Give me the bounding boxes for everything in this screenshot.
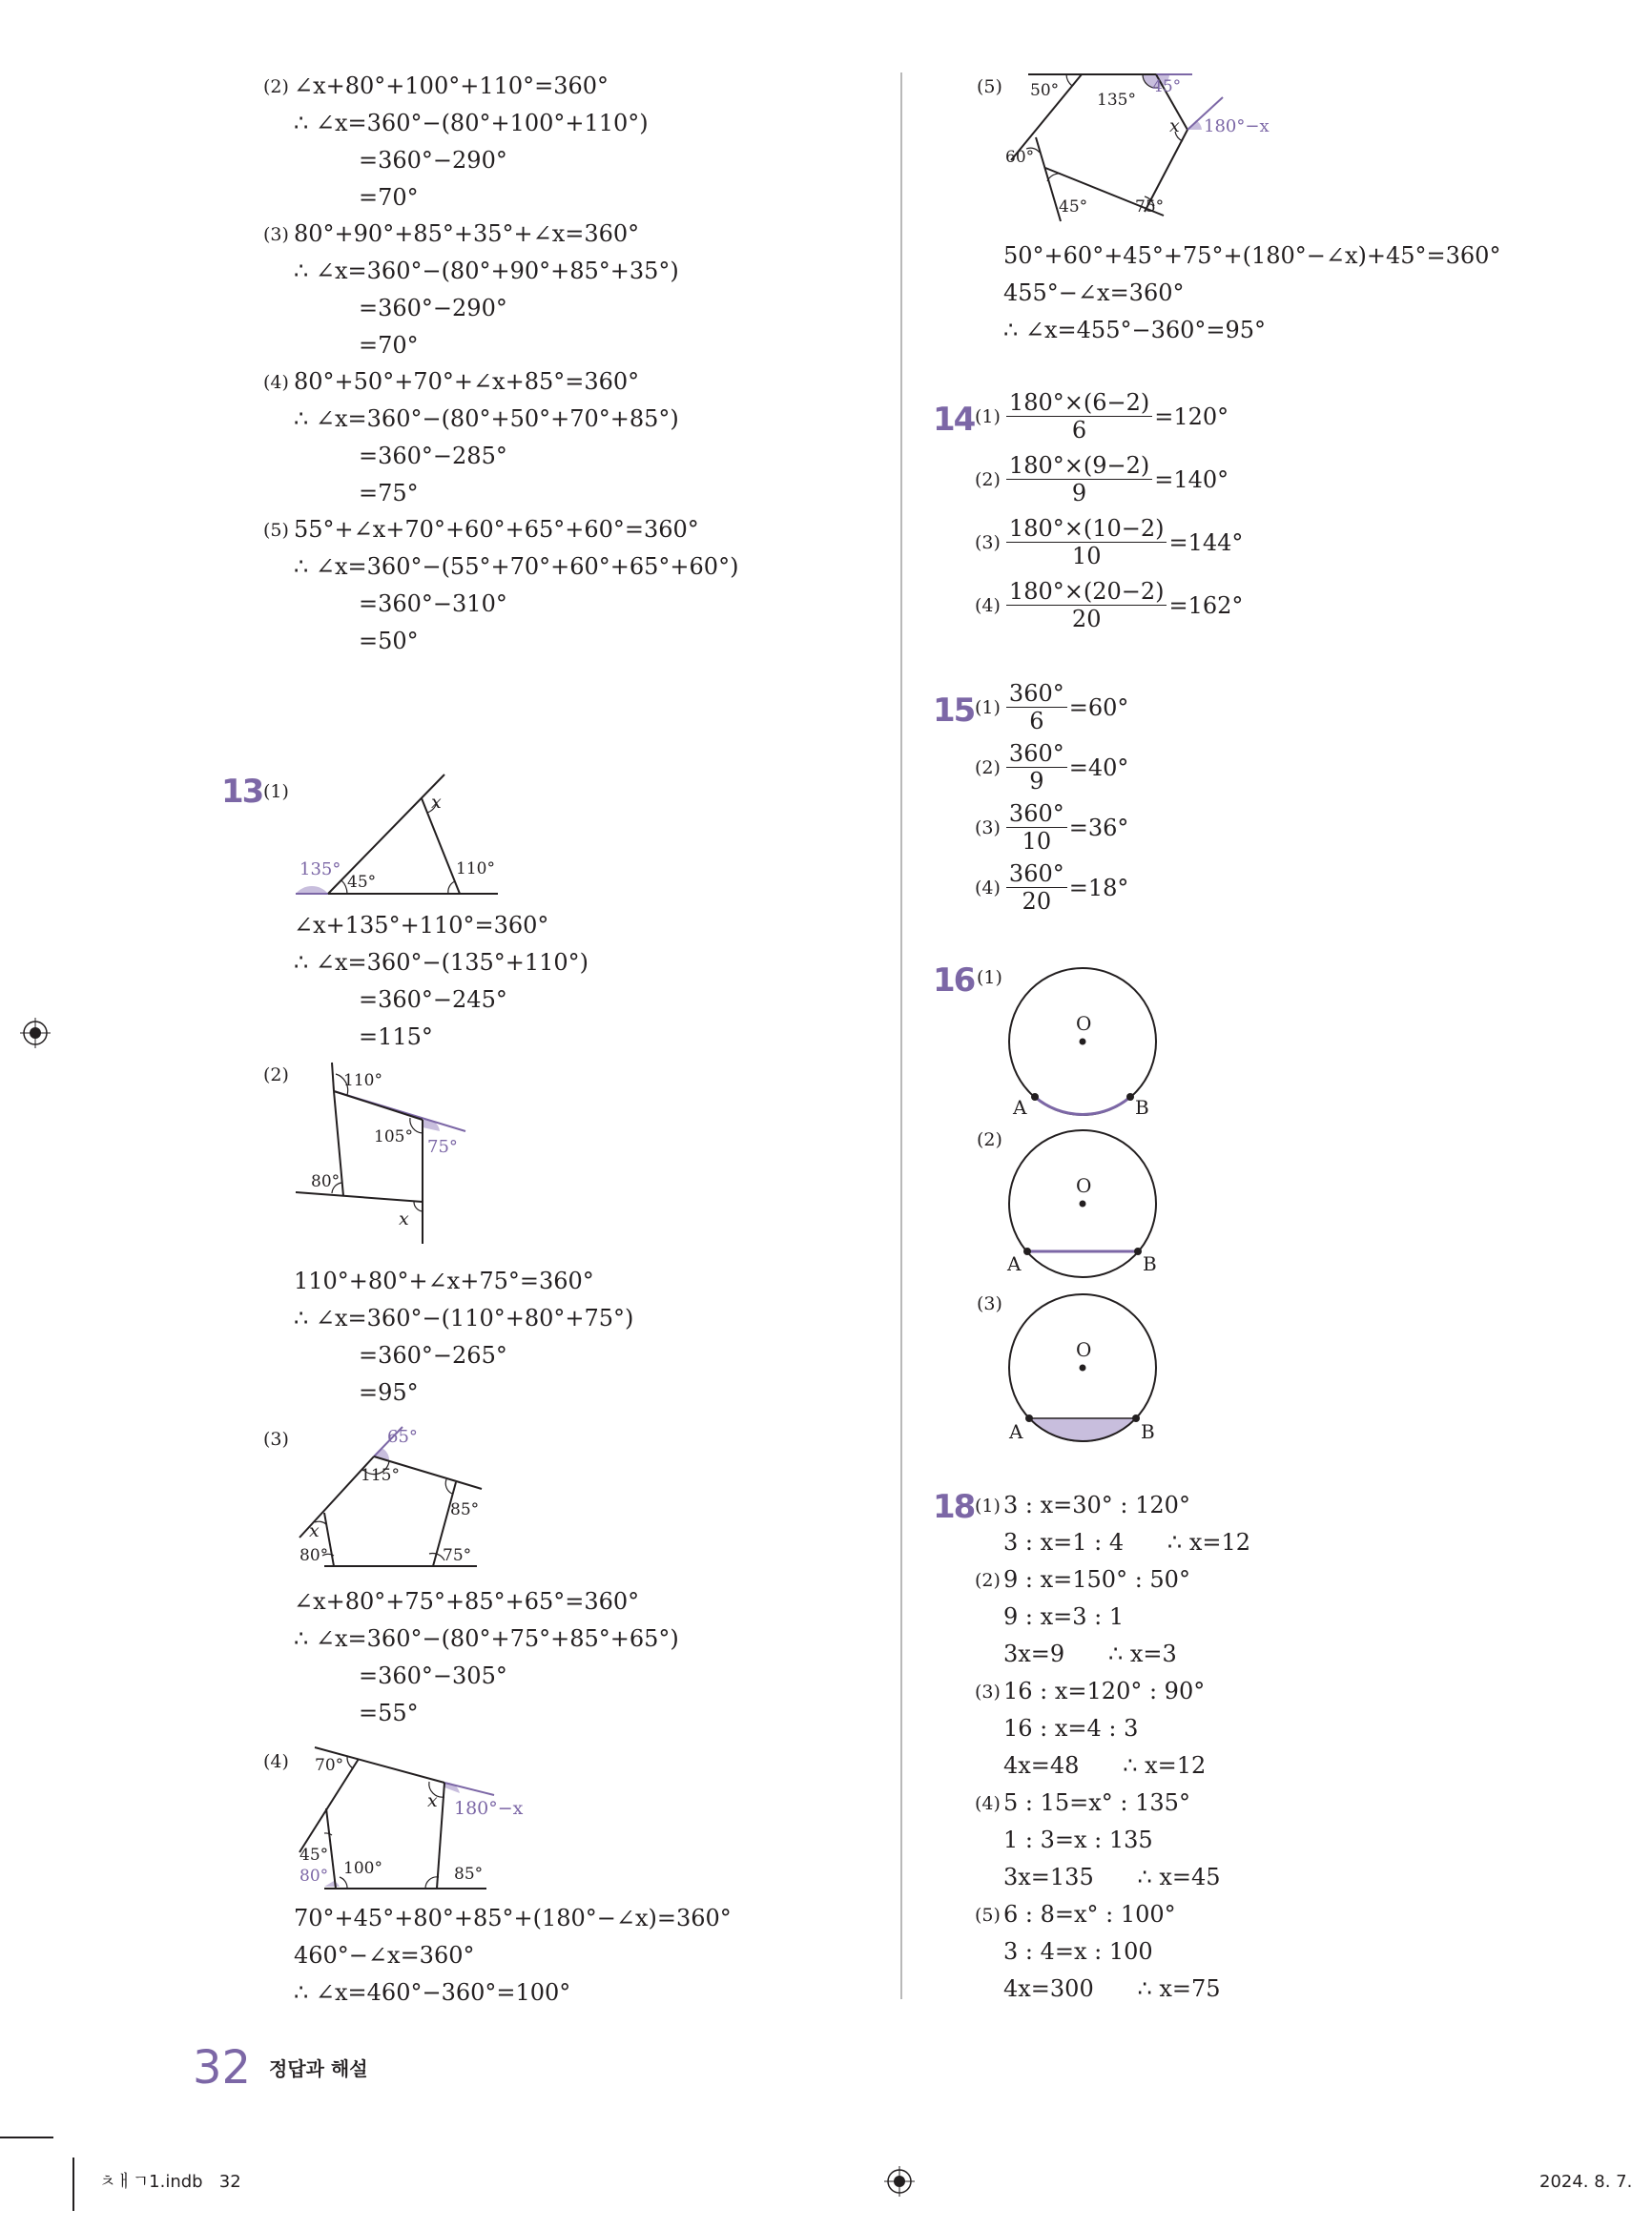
fraction-denominator: 20	[1071, 606, 1102, 632]
angle-label: 45°	[1059, 197, 1088, 217]
angle-label: x	[1169, 115, 1180, 136]
equation-line: ∠x+80°+75°+85°+65°=360°	[294, 1588, 640, 1615]
q14-item-2	[975, 452, 1229, 506]
angle-label: 45°	[347, 873, 377, 892]
fraction-numerator: 360°	[1006, 860, 1067, 888]
part-label: (5)	[975, 1905, 1001, 1926]
equation-line: =360°−290°	[359, 147, 507, 174]
equation-line: =360°−285°	[359, 443, 507, 469]
equation-line: 9 : x=150° : 50°	[1003, 1566, 1190, 1593]
equation-line: ∴ ∠x=460°−360°=100°	[294, 1979, 571, 2006]
part-label: (1)	[977, 967, 1002, 988]
fraction-numerator: 360°	[1006, 680, 1067, 708]
point-label: A	[1013, 1096, 1027, 1118]
equation-line: 70°+45°+80°+85°+(180°−∠x)=360°	[294, 1905, 732, 1931]
angle-label: 100°	[343, 1859, 382, 1878]
q15-item-2	[975, 740, 1128, 795]
angle-label: 180°−x	[1204, 116, 1270, 136]
equation-line: 16 : x=120° : 90°	[1003, 1678, 1206, 1704]
angle-label: 75°	[443, 1546, 472, 1565]
angle-label: 80°	[299, 1867, 329, 1886]
part-label: (3)	[975, 1682, 1001, 1703]
equation-line: 455°−∠x=360°	[1003, 279, 1185, 306]
fraction-result: =162°	[1168, 591, 1244, 619]
equation-line: ∴ ∠x=455°−360°=95°	[1003, 317, 1267, 343]
equation-line: =50°	[359, 628, 419, 654]
equation-line: 9 : x=3 : 1	[1003, 1603, 1125, 1630]
part-label: (2)	[975, 1570, 1001, 1591]
question-number-18: 18	[933, 1488, 975, 1526]
q14-item-4	[975, 578, 1243, 632]
equation-line: ∠x+135°+110°=360°	[294, 912, 549, 939]
equation-line: 3 : x=1 : 4 ∴ x=12	[1003, 1529, 1250, 1556]
angle-label: x	[309, 1520, 320, 1541]
equation-line: 3x=9 ∴ x=3	[1003, 1641, 1177, 1667]
q16-p1-circle-arc-figure	[992, 956, 1183, 1118]
angle-label: 110°	[343, 1071, 382, 1090]
angle-label: 80°	[311, 1172, 341, 1191]
equation-line: 3 : x=30° : 120°	[1003, 1492, 1190, 1518]
fraction-numerator: 360°	[1006, 740, 1067, 768]
equation-line: 4x=48 ∴ x=12	[1003, 1752, 1207, 1779]
equation-line: ∴ ∠x=360°−(110°+80°+75°)	[294, 1305, 634, 1332]
q13-p3-pentagon-figure	[286, 1417, 506, 1580]
equation-line: 80°+90°+85°+35°+∠x=360°	[294, 220, 640, 247]
fraction-numerator: 180°×(10−2)	[1006, 515, 1167, 543]
q14-item-1	[975, 389, 1229, 444]
center-label: O	[1076, 1012, 1092, 1035]
question-number-14: 14	[933, 401, 975, 439]
equation-line: 5 : 15=x° : 135°	[1003, 1789, 1190, 1816]
equation-line: 1 : 3=x : 135	[1003, 1827, 1153, 1853]
fraction-result: =36°	[1068, 814, 1129, 841]
point-label: A	[1007, 1252, 1022, 1275]
registration-mark-icon	[19, 1017, 52, 1049]
angle-label: 115°	[361, 1466, 400, 1485]
q13-p4-pentagon-figure	[286, 1738, 553, 1900]
equation-line: =55°	[359, 1700, 419, 1726]
q13-p1-triangle-figure	[286, 763, 515, 906]
part-label: (3)	[975, 531, 1001, 553]
question-number-13: 13	[221, 773, 263, 811]
equation-line: =115°	[359, 1023, 433, 1050]
part-label: (2)	[263, 76, 289, 97]
equation-line: ∴ ∠x=360°−(135°+110°)	[294, 949, 589, 976]
equation-line: 3 : 4=x : 100	[1003, 1938, 1153, 1965]
equation-line: ∴ ∠x=360°−(80°+100°+110°)	[294, 110, 649, 136]
part-label: (4)	[975, 594, 1001, 616]
part-label: (1)	[263, 781, 289, 802]
equation-line: =70°	[359, 184, 419, 211]
equation-line: =360°−265°	[359, 1342, 507, 1369]
part-label: (3)	[977, 1293, 1002, 1314]
fraction-denominator: 20	[1022, 888, 1052, 915]
equation-line: 16 : x=4 : 3	[1003, 1715, 1139, 1742]
equation-line: 55°+∠x+70°+60°+65°+60°=360°	[294, 516, 699, 543]
fraction-numerator: 180°×(20−2)	[1006, 578, 1167, 606]
point-label: A	[1009, 1420, 1023, 1443]
q14-item-3	[975, 515, 1243, 569]
equation-line: =360°−245°	[359, 986, 507, 1013]
crop-mark	[0, 2137, 53, 2138]
fraction-denominator: 10	[1022, 828, 1052, 855]
q16-p2-circle-chord-figure	[992, 1118, 1183, 1280]
fraction-denominator: 9	[1029, 768, 1044, 795]
part-label: (4)	[975, 877, 1001, 898]
part-label: (5)	[263, 520, 289, 541]
q15-item-1	[975, 680, 1128, 734]
fraction-denominator: 9	[1071, 480, 1087, 506]
page-number: 32	[193, 2041, 252, 2095]
fraction-denominator: 10	[1071, 543, 1102, 569]
equation-line: =95°	[359, 1379, 419, 1406]
angle-label: 45°	[299, 1846, 329, 1865]
part-label: (2)	[975, 468, 1001, 490]
question-number-16: 16	[933, 961, 975, 1000]
equation-line: 460°−∠x=360°	[294, 1942, 475, 1969]
angle-label: 80°	[299, 1546, 329, 1565]
fraction-result: =60°	[1068, 693, 1129, 721]
part-label: (3)	[263, 224, 289, 245]
angle-label: 85°	[450, 1500, 480, 1519]
equation-line: ∴ ∠x=360°−(55°+70°+60°+65°+60°)	[294, 553, 739, 580]
angle-label: 180°−x	[454, 1798, 524, 1819]
fraction-result: =144°	[1168, 528, 1244, 556]
equation-line: ∠x+80°+100°+110°=360°	[294, 72, 609, 99]
fraction-result: =120°	[1154, 403, 1229, 430]
equation-line: 110°+80°+∠x+75°=360°	[294, 1268, 594, 1294]
q15-item-4	[975, 860, 1128, 915]
part-label: (2)	[977, 1129, 1002, 1150]
part-label: (2)	[263, 1064, 289, 1085]
part-label: (1)	[975, 405, 1001, 427]
part-label: (1)	[975, 696, 1001, 718]
angle-label: 60°	[1005, 148, 1035, 167]
part-label: (5)	[977, 76, 1002, 97]
equation-line: ∴ ∠x=360°−(80°+50°+70°+85°)	[294, 405, 679, 432]
point-label: B	[1143, 1252, 1157, 1275]
q13-p2-quadrilateral-figure	[286, 1053, 477, 1253]
q15-item-3	[975, 800, 1128, 855]
point-label: B	[1141, 1420, 1155, 1443]
part-label: (4)	[975, 1793, 1001, 1814]
angle-label: 110°	[456, 859, 495, 878]
part-label: (1)	[975, 1496, 1001, 1517]
equation-line: 4x=300 ∴ x=75	[1003, 1975, 1221, 2002]
angle-label: 65°	[387, 1427, 418, 1447]
equation-line: =360°−290°	[359, 295, 507, 321]
fraction-result: =40°	[1068, 754, 1129, 781]
angle-label: 75°	[1135, 197, 1165, 217]
angle-label: 75°	[427, 1137, 458, 1157]
angle-label: 70°	[315, 1756, 344, 1775]
column-divider	[900, 72, 902, 1999]
angle-label: 50°	[1030, 81, 1060, 100]
file-name: ㅊㅐㄱ1.indb 32	[99, 2172, 241, 2192]
fraction-result: =140°	[1154, 465, 1229, 493]
print-date: 2024. 8. 7.	[1539, 2172, 1633, 2192]
center-label: O	[1076, 1174, 1092, 1197]
equation-line: ∴ ∠x=360°−(80°+75°+85°+65°)	[294, 1625, 679, 1652]
crop-mark	[72, 2158, 74, 2211]
part-label: (3)	[263, 1429, 289, 1450]
part-label: (2)	[975, 756, 1001, 778]
equation-line: =360°−310°	[359, 590, 507, 617]
equation-line: 50°+60°+45°+75°+(180°−∠x)+45°=360°	[1003, 242, 1501, 269]
point-label: B	[1135, 1096, 1149, 1118]
registration-mark-icon	[883, 2165, 916, 2198]
fraction-result: =18°	[1068, 874, 1129, 901]
part-label: (4)	[263, 1751, 289, 1772]
question-number-15: 15	[933, 692, 975, 730]
part-label: (3)	[975, 816, 1001, 838]
q16-p3-circle-segment-figure	[992, 1282, 1183, 1444]
q13-p5-hexagon-figure	[1002, 63, 1288, 235]
angle-label: 135°	[299, 859, 341, 879]
fraction-numerator: 180°×(9−2)	[1006, 452, 1152, 480]
angle-label: 85°	[454, 1865, 484, 1884]
equation-line: ∴ ∠x=360°−(80°+90°+85°+35°)	[294, 258, 679, 284]
fraction-denominator: 6	[1029, 708, 1044, 734]
fraction-numerator: 360°	[1006, 800, 1067, 828]
fraction-numerator: 180°×(6−2)	[1006, 389, 1152, 417]
equation-line: 80°+50°+70°+∠x+85°=360°	[294, 368, 640, 395]
equation-line: 3x=135 ∴ x=45	[1003, 1864, 1221, 1890]
angle-label: 45°	[1152, 77, 1182, 96]
section-title: 정답과 해설	[269, 2057, 368, 2080]
angle-label: 135°	[1097, 91, 1136, 110]
angle-label: x	[427, 1790, 438, 1811]
equation-line: =75°	[359, 480, 419, 506]
angle-label: x	[431, 792, 442, 813]
equation-line: =70°	[359, 332, 419, 359]
center-label: O	[1076, 1338, 1092, 1361]
equation-line: =360°−305°	[359, 1662, 507, 1689]
equation-line: 6 : 8=x° : 100°	[1003, 1901, 1176, 1928]
fraction-denominator: 6	[1071, 417, 1087, 444]
part-label: (4)	[263, 372, 289, 393]
angle-label: x	[399, 1208, 409, 1229]
angle-label: 105°	[374, 1127, 413, 1146]
